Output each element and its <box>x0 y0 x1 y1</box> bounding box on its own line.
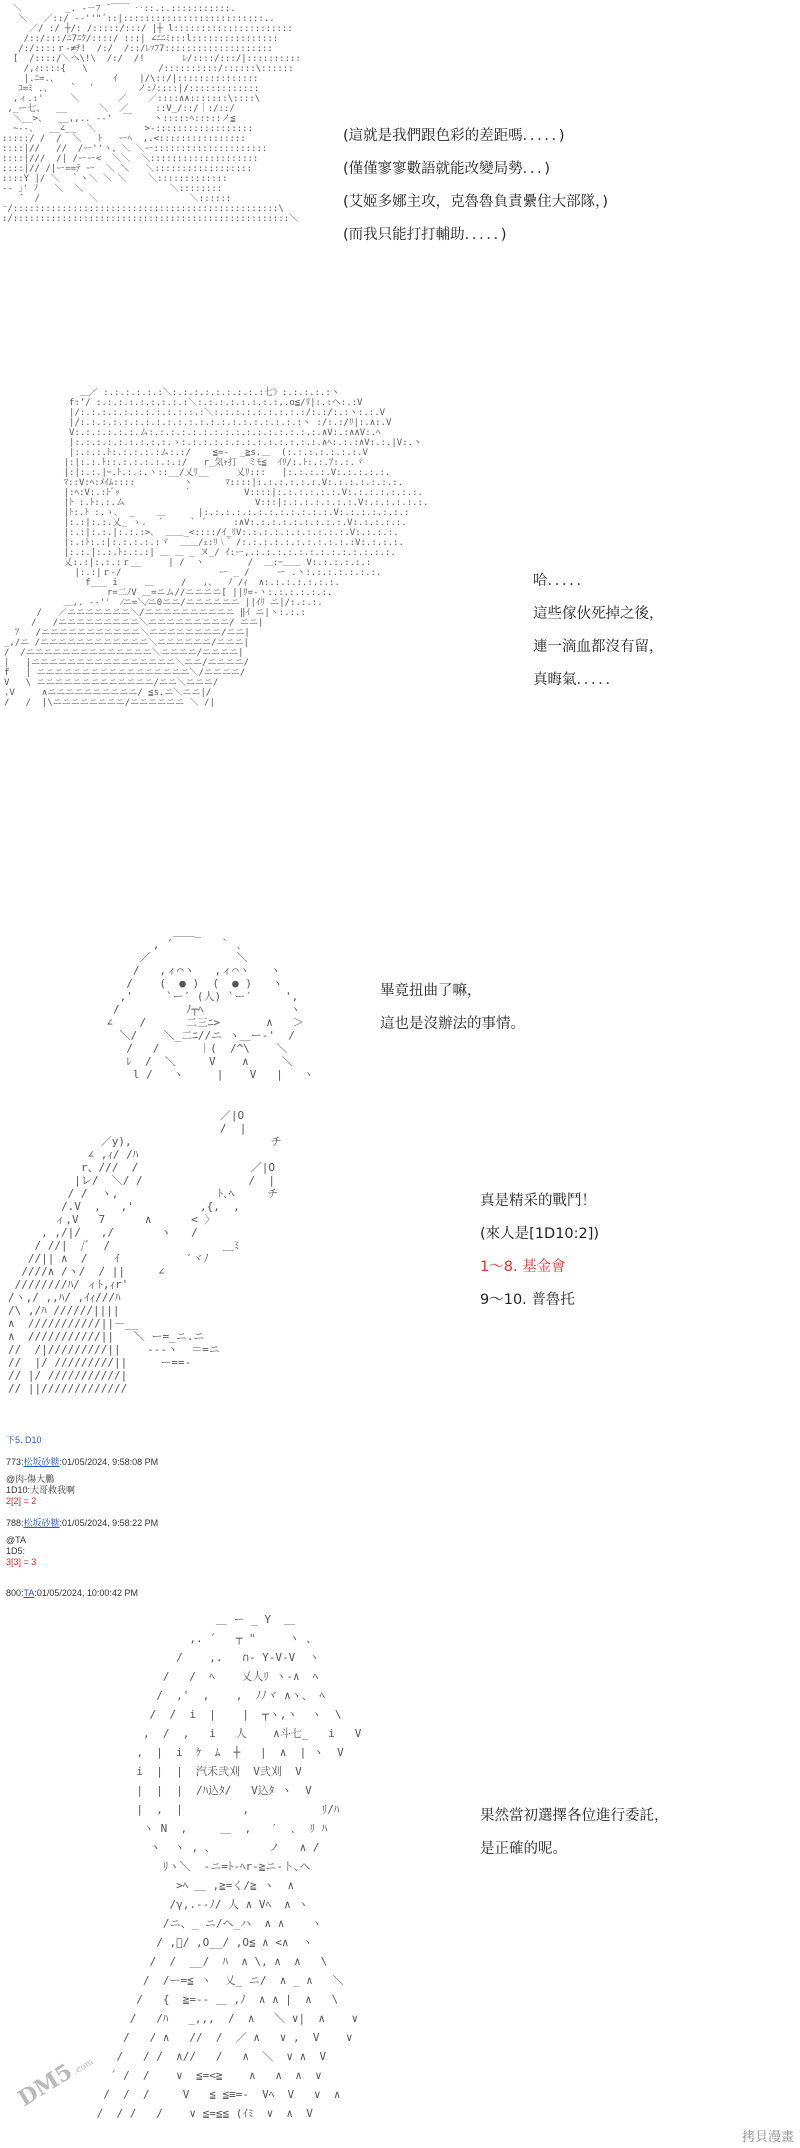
ascii-art-panel-3: ＿＿_ , ´ ｀ ､ ／ ＼ / ,ィ⌒ヽ ,ィ⌒ヽ ヽ / ( ● ) ( ● ) ヽ ,' `ー′ (人) `ー′ ', / ﾉ┬ﾍ ヽ ∠ / 二三ﾆ> ∧ ＞ ＼/ ＼_二ﾆ//ニ ヽ＿ー‐' / / / ｜( /^\ ＼ ﾚ / ＼ V ∧ ＼ l / ヽ | V | ヽ <box>106 925 314 1081</box>
dialog-line: (來人是[1D10:2]) <box>480 1226 600 1242</box>
panel-5 <box>0 1610 800 2145</box>
ascii-art-panel-5: ＿ ー _ Y ＿ ,. ´ ┬ " ヽ 、 / ,. ∩- Y-V-V ヽ / / ﾍ 乂人ﾘ ヽ-∧ ﾍ / ,' , , ﾉﾉヾ ∧ヽ、 ﾍ / / i | | ┬ヽ,ヽ ヽ \ , / , i 人 ∧斗七_ i V , | i ｹ ﾑ ┼ | ∧ | ヽ V i | | 汽禾弐刈 V弐刈 V | | | /ﾊ込ﾀ/ V込ﾀ ヽ V | , | , ﾘ/ﾊ ヽ N , ＿ , ′ ､ ﾘ ﾊ ヽ ヽ , 、 ノ ∧ / ﾘヽ＼ -ニ=ﾄ-ﾍr-≧ニ-ト､ヘ >ﾍ ＿ ,≧=く/≧ ヽ ∧ /γ,.--ﾉ/ 人 ∧ Vﾍ ∧ ヽ /ニ、_ ニ/ヘ_ハ ∧ ∧ ヽ / ,ﾞ/ ,O__/ ,O≦ ∧ <∧ ヽ / / __/ ﾊ ∧ \, ∧ ∧ \ / /ー=≦ ヽ 乂_ ニ/ ∧ _ ∧ ＼ / { ≧=-- ＿ ,ﾉ ∧ ∧ | ∧ \ / /ﾊ _,,, / ∧ ＼ ∨| ∧ ∨ / / ∧ // / ／ ∧ ∨ , V ∨ / / / ∧// / ∧ ＼ ∨ ∧ V ´ / / ∨ ≦=<≧ ∧ ∧ ∧ ∨ / / / V ≦ ≦≡=- Vﾍ V ∨ ∧ / / / / ∨ ≦=≦≦ (ｲﾐ ∨ ∧ V <box>96 1613 362 2120</box>
dice-roll-result: 3[3] = 3 <box>6 1557 37 1567</box>
post-author-link[interactable]: TA <box>23 1588 35 1598</box>
dialog-line: (而我只能打打輔助．．．．．) <box>343 227 507 243</box>
post-timestamp: :01/05/2024, 10:00:42 PM <box>34 1588 138 1598</box>
dice-roll-result: 2[2] = 2 <box>6 1496 37 1506</box>
dialog-line: 這些傢伙死掉之後， <box>533 606 664 622</box>
watermark-text: 拷貝漫畫 <box>741 2130 794 2145</box>
post <box>6 1518 158 1568</box>
post-author-link[interactable]: 松坂砂糖 <box>23 1457 60 1467</box>
dialog-panel-5 <box>480 1800 669 1866</box>
panel-1 <box>0 0 800 365</box>
dialog-line: 果然當初選擇各位進行委託， <box>480 1808 669 1824</box>
post-header <box>6 1457 158 1468</box>
dialog-panel-4 <box>480 1185 599 1317</box>
panel-4 <box>0 1105 800 1425</box>
dialog-line: (僅僅寥寥數語就能改變局勢．．．) <box>343 161 551 177</box>
dialog-line: (這就是我們跟色彩的差距嗎．．．．．) <box>343 128 565 144</box>
dialog-line: 9～10. 普魯托 <box>480 1292 575 1308</box>
dialog-line: (艾姬多娜主攻，克魯魯負責纍住大部隊，) <box>343 194 609 210</box>
dialog-line: 哈．．．．． <box>533 573 591 589</box>
dialog-line: 畢竟扭曲了嘛， <box>380 983 482 999</box>
dialog-line: 連一滴血都沒有留， <box>533 639 664 655</box>
post-header <box>6 1588 138 1599</box>
ascii-art-panel-4: ／|O / | ／y), チ ∠ ,ｨ/ /ﾊ r、/// / ／|O |レ/ ＼/ / / | / / ヽ, ﾄ､ﾍ チ /.V , ,' ,{, , ィ,V 7 ∧ < 〉 , ,/|/ ,/ ヽ / / //| /ﾞ / ＿ﾐ //|| ∧ / ｲ ′ヾﾉ ////∧ /ヽ/ / || ∠ ////////ﾊ/ ィﾄ,ｨr' /ヽ,/ ,,ﾊ/ ,ｲｨ///ﾊ /\ ,/ﾊ //////|||| ∧ ///////////||－__ ∧ ///////////|| ＼ ー=_ニ.ニ // /|/////////|| ‐--ヽ ＝=ニ // |/ /////////|| ー==- // |/ ///////////| // ||///////////// <box>8 1109 282 1395</box>
post-number: 800: <box>6 1588 24 1598</box>
dialog-line: 是正確的呢。 <box>480 1841 567 1857</box>
panel-2 <box>0 380 800 890</box>
post-number: 773: <box>6 1457 24 1467</box>
dialog-panel-2 <box>533 565 664 697</box>
watermark-logo-suffix: .com <box>71 2057 96 2078</box>
post-header <box>6 1518 158 1529</box>
dice-label <box>6 1435 42 1446</box>
post <box>6 1457 158 1507</box>
dice-label-text: 下5. D10 <box>6 1435 42 1445</box>
panel-3 <box>0 915 800 1095</box>
post <box>6 1588 138 1599</box>
dialog-line: 真晦氣．．．．． <box>533 672 620 688</box>
watermark-logo-text: DM5 <box>13 2058 77 2112</box>
dialog-panel-3 <box>380 975 525 1041</box>
ascii-art-panel-1: ＼ _. -－ﾌ ̄ ￣￣ ‥::.:.:::::::::::. ＼ ／::/ -‐''"´::|::::::::::::::::::::::::::.. ／/ :/ ┼/: /:::::/:::/ |┼ l:::::::::::::::::::::: /::/:::/ﾆ7ﾆｸ/::::/ :::| ∠ﾆﾆﾐ:::l:::::::::::::::: /:/::::ｒ-≠ﾁ! /:/ /::/ﾚｧﾌ7:::::::::::::::::::: [ /::::/＼ヘ\!\ /:/ /! ﾚ/::::/:::/|:::::::::: /,ｨ::::{ \ /::::::::::/::::::\:::::: |.ﾆ=.、 ｲ |/\::/|::::::::::::::: ｺ=ﾐ .、 ｀ ´ ノ:ﾉ::::|/::::::::::::: ,ィ.:' ＼ ／ ／::::∧∧:::::::\::::\ ,_ー七、 __ ＼ ／ ::V_/::/｜:/::/ ＼__>、 __,,.. -‐' ￣ ヽ:::::ﾍ:::::ノ≦ ~‐‐、 __∠__ ＼ >‐:::::::::::::::::: :::::/ / / ＼ ﾄ ーﾍ ,.<:::::::::::::::: ::::|// // /ー''ヽ、＼ ＼ー::::::::::::::::::::: ::::|/// /| /ーー< ＼＼ ＼:::::::::::::::::::: ::::|// /|ー==ﾃ ー ＼ ＼ ＼:::::::::::::::::: ::::Y |/ ＼ ｀ヽ＼ ＼ ＼ ＼::::::::::::: ‐- ｣' ﾉ ＼ ＼ ＼:::::::: ´ / ＼ ＼:::::: ⁻/:::::::::::::::::::::::::::::::::::::::::::::::::\ :/:::::::::::::::::::::::::::::::::::::::::::::::::::＼ <box>2 4 301 224</box>
post-line: @肉-傷大鵬 <box>6 1474 55 1484</box>
post-author-link[interactable]: 松坂砂糖 <box>23 1518 60 1528</box>
post-line: @TA <box>6 1535 26 1545</box>
dialog-line: 這也是沒辦法的事情。 <box>380 1016 525 1032</box>
post-timestamp: :01/05/2024, 9:58:22 PM <box>59 1518 159 1528</box>
post-line: 1D10:大哥救我啊 <box>6 1485 76 1495</box>
dialog-line-highlight: 1～8. 基金會 <box>480 1259 566 1275</box>
post-timestamp: :01/05/2024, 9:58:08 PM <box>59 1457 159 1467</box>
dialog-line: 真是精采的戰鬥！ <box>480 1193 596 1209</box>
post-number: 788: <box>6 1518 24 1528</box>
post-line: 1D5: <box>6 1546 26 1556</box>
ascii-art-panel-2: ＿／ :.:.:.:.:.:＼:.:.:.:.:.:.:.:.:七》:.:.:.:.:ヽ f:‘/ :.:.:.:.:.:.:.:.:＼:.:.:.:.:.:.:.:,.o≦/ﾘ|:.:ヘ:.:V |/:.:.:.:.:.:.:.:.:.:.:.:＼:.:.:.:.:.:.:.:.:/:.:/:.:ヽ:.:.V |/:.:.:.:.:.:.:.:.:.:.:.:.:.:.:.:.:.:.:.:.:ヽ :/:.:/ﾘ|:.∧:.V V:.:.:.:.:.:.ム:.:.:.:.:.:.:.:.:.:.:.:.:.:.:.:.∧V:.:∧∧V:.ﾍ |:.:.:.:.:.:.:.:.:.ゝ:.:.:.:.:.:.:.:.:.:.:.:.:.∧ﾍ:.:.:∧V:.:.|V:.ヽ |:.:.:.ﾄ:.:.:.:.:ム:.:/ ≦=- _≧s.＿ (:.:.:.:.:.:.:.V |:|:.:.ﾄ::.:.:.:.:.:.:/ r_気ｬ打 ミﾓ≦ ｲﾘ/:.ﾄ:.:.ｱ:.:.ヾ |:|:.:.|ｰ.ﾄ.:.:.ヽ::__/乂ﾘ__ 乂ﾘ::: |:.:.:.:.V:.:.:.:.:. ﾏ::V:ﾍ:ﾒｲﾑ:::: ヽ ﾏ::::|:.:.:.:.:.:.V:.:.:.:.:.:.:. |:ﾍ:V:.:ﾄﾞｯ ´ V::::|:.:.:.:.:.:.V:.:.:.:.:.:.:. |ﾄ :.ﾄ:.:.ム V:::|:.:.:.:.:.:.:.V:.:.:.:.:.:. |ﾄ:.ﾄ :.ゝ､ _ ＿ |:.:.:.:.:.:.:.:.:.:.:.:.V:.:.:.:.:.:.: |:.:|:.:.乂_ ゝ. ´ ` ´ :∧V:.:.:.:.:.:.:.:.:.V:.:.:.:.:. |:.:|:.:.|:.:.:>､ ＿＿_<::::/ｲ_ﾘV:.:.:.:.:.:.:.:.:.:.V:.:.:.:. |:.:ﾄ:.:|:.:.:.:.:ヾ ＿＿/ｪ:ﾘ﹨゛/:.:.:.:.:.:.:.:.:.:.:V:.:.:.:. |:.:.|:.:.ﾄ:.:.:| ＿ ＿ _ ヌ_/ ｲ:ー,.:.:.:.:.:.:.:.:.:.:.:.:.:. 乂:.:|:.:.:ｒ__ | / ヽ / ＿:ｰ＿＿ V:.:.:.:.:.: |:.:|ｒ-/ ー _ / ー .ヽ:.:.:.:.:.:.:. f___ i ＿ / ,、 ﾉ /ｨ ∧:.:.:.:.:.:.:. r=二ﾉV ＿=ニム//ニニニニ[ ||ﾘ=-ヽ:.:.:.:.:.:. ＿,. -‐'' ⁄ニ=＼⁄ニ0ニニ/ニニニニニニ ||ｲﾘ ニ|/:.:.:. / ／ニニニニニニニ＼/ニニニニニニニニニニ ‖ｲ ニ|ヽ:.:.: / /ニニニニニニニニニ＼ニニニニニニニニニ/ ニニ| ｱ /ニニニニニニニニニニニ＼ニニニニニニニニ/ニニ| _,/ニ /ニニニニニニニニニニニニ＼ニニニニニニ/ニニニ| / /ニニニニニニニニニニニニニニ＼ニニニニ/ニニニニ| | |ニニニニニニニニニニニニニニニニ＼ニニ/ニニニニ/ f | ニニニニニニニニニニニニニニニニニ＼/ニニニニ/ V \ ニニニニニニニニニニニニニ/ニニ＼ニニニ/ .V ∧ニニニニニニニニニニ/ ≦s.ニ＼ニニ|/ / / |\ニニニニニニニニ/ニニニニニニ ＼ /| <box>4 388 429 708</box>
dialog-panel-1 <box>343 120 608 252</box>
